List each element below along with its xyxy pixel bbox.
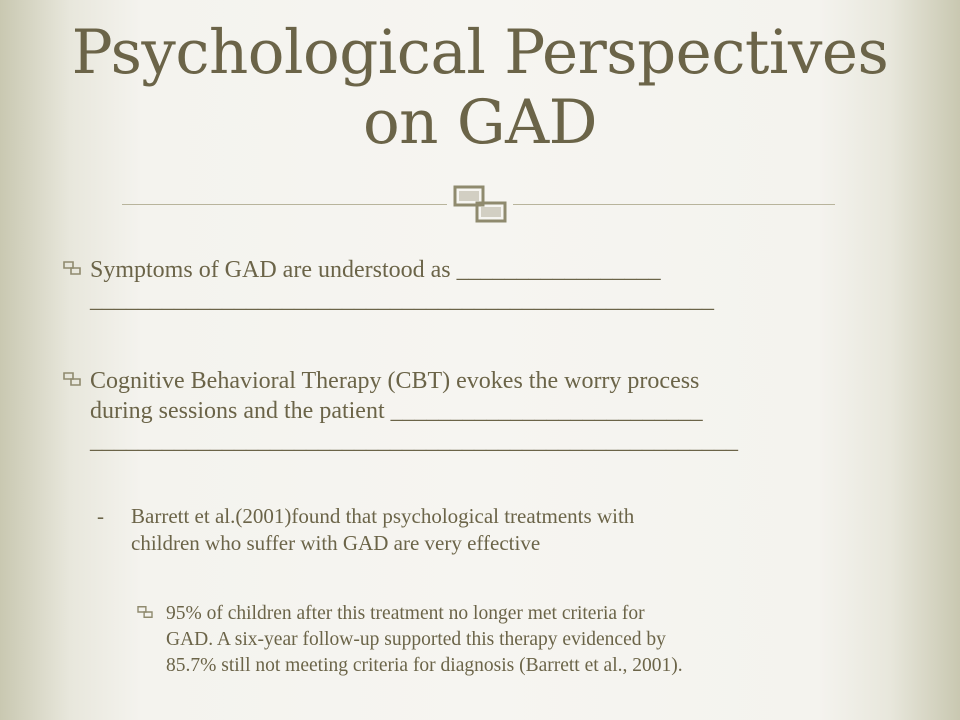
dash-marker: - [97,504,104,528]
ornament-bullet-icon [62,371,82,387]
nested-bullet-line-2: GAD. A six-year follow-up supported this therapy evidenced by [166,629,666,650]
bullet-line-2: during sessions and the patient __________________________ [90,398,703,424]
sub-bullet-line-2: children who suffer with GAD are very effective [131,531,541,555]
title-line-1: Psychological Perspectives [71,17,889,88]
nested-bullet-line-1: 95% of children after this treatment no longer met criteria for [166,603,645,624]
divider-rule-left [122,204,447,205]
bullet-line-2: ____________________________________________________ [90,287,714,313]
flourish-icon [449,183,511,225]
ornament-bullet-icon [136,605,154,619]
sub-bullet-line-1: Barrett et al.(2001)found that psychological treatments with [131,504,635,528]
nested-bullet-text [166,601,683,679]
sub-bullet-text [131,503,634,557]
nested-bullet-line-3: 85.7% still not meeting criteria for diagnosis (Barrett et al., 2001). [166,655,683,676]
title-line-2: on GAD [362,87,598,158]
bullet-line-3: ______________________________________________________ [90,428,738,454]
bullet-line-1: Cognitive Behavioral Therapy (CBT) evokes the worry process [90,368,700,394]
bullet-text [90,366,738,456]
bullet-line-1: Symptoms of GAD are understood as _________________ [90,257,661,283]
bullet-text [90,255,714,315]
slide-title [60,18,900,158]
ornament-bullet-icon [62,260,82,276]
divider-rule-right [513,204,835,205]
